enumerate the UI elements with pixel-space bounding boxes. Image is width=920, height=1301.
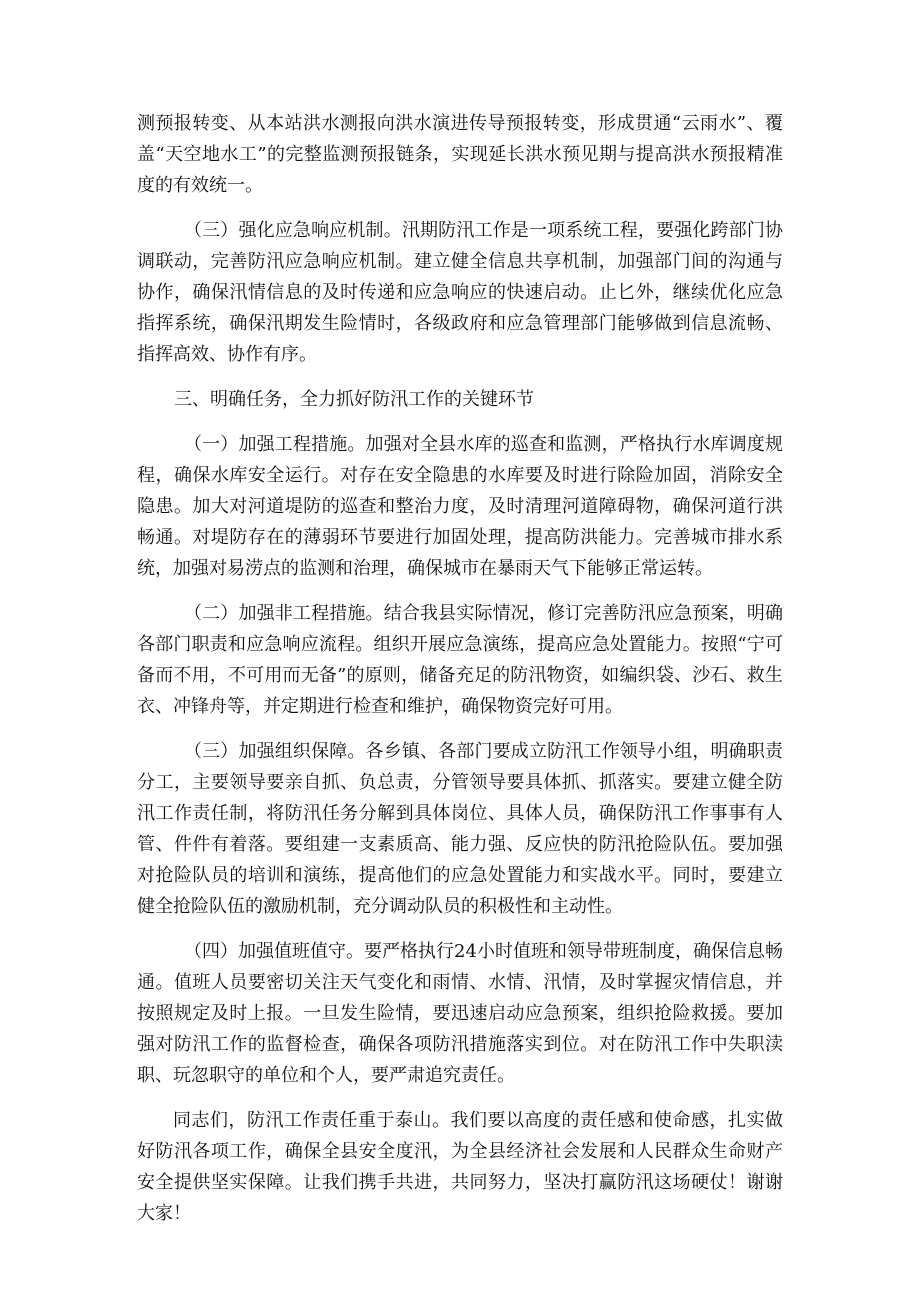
section-heading-key-tasks: 三、明确任务，全力抓好防汛工作的关键环节 (174, 389, 534, 410)
paragraph-continued-forecast: 测预报转变、从本站洪水测报向洪水演进传导预报转变，形成贯通“云雨水”、覆盖“天空地水工”的完整监测预报链条，实现延长洪水预见期与提高洪水预报精准度的有效统一。 (137, 113, 783, 196)
document-body (137, 108, 783, 1243)
paragraph-emergency-response: （三）强化应急响应机制。汛期防汛工作是一项系统工程，要强化跨部门协调联动，完善防汛应急响应机制。建立健全信息共享机制，加强部门间的沟通与协作，确保汛情信息的及时传递和应急响应的快速启动。止匕外，继续优化应急指挥系统，确保汛期发生险情时，各级政府和应急管理部门能够做到信息流畅、指挥高效、协作有序。 (137, 220, 783, 365)
paragraph-duty-watch: （四）加强值班值守。要严格执行24小时值班和领导带班制度，确保信息畅通。值班人员要密切关注天气变化和雨情、水情、汛情，及时掌握灾情信息，并按照规定及时上报。一旦发生险情，要迅速启动应急预案，组织抢险救援。要加强对防汛工作的监督检查，确保各项防汛措施落实到位。对在防汛工作中失职渎职、玩忽职守的单位和个人，要严肃追究责任。 (137, 941, 783, 1086)
paragraph-organizational-guarantee: （三）加强组织保障。各乡镇、各部门要成立防汛工作领导小组，明确职责分工，主要领导要亲自抓、负总责，分管领导要具体抓、抓落实。要建立健全防汛工作责任制，将防汛任务分解到具体岗位、具体人员，确保防汛工作事事有人管、件件有着落。要组建一支素质高、能力强、反应快的防汛抢险队伍。要加强对抢险队员的培训和演练，提高他们的应急处置能力和实战水平。同时，要建立健全抢险队伍的激励机制，充分调动队员的积极性和主动性。 (137, 741, 783, 917)
paragraph-non-engineering-measures: （二）加强非工程措施。结合我县实际情况，修订完善防汛应急预案，明确各部门职责和应急响应流程。组织开展应急演练，提高应急处置能力。按照“宁可备而不用，不可用而无备”的原则，储备充足的防汛物资，如编织袋、沙石、救生衣、冲锋舟等，并定期进行检查和维护，确保物资完好可用。 (137, 603, 783, 717)
paragraph-engineering-measures: （一）加强工程措施。加强对全县水库的巡查和监测，严格执行水库调度规程，确保水库安全运行。对存在安全隐患的水库要及时进行除险加固，消除安全隐患。加大对河道堤防的巡查和整治力度，及时清理河道障碍物，确保河道行洪畅通。对堤防存在的薄弱环节要进行加固处理，提高防洪能力。完善城市排水系统，加强对易涝点的监测和治理，确保城市在暴雨天气下能够正常运转。 (137, 434, 783, 579)
paragraph-closing-remarks: 同志们，防汛工作责任重于泰山。我们要以高度的责任感和使命感，扎实做好防汛各项工作，确保全县安全度汛，为全县经济社会发展和人民群众生命财产安全提供坚实保障。让我们携手共进，共同努力，坚决打赢防汛这场硬仗！谢谢大家！ (137, 1110, 783, 1224)
